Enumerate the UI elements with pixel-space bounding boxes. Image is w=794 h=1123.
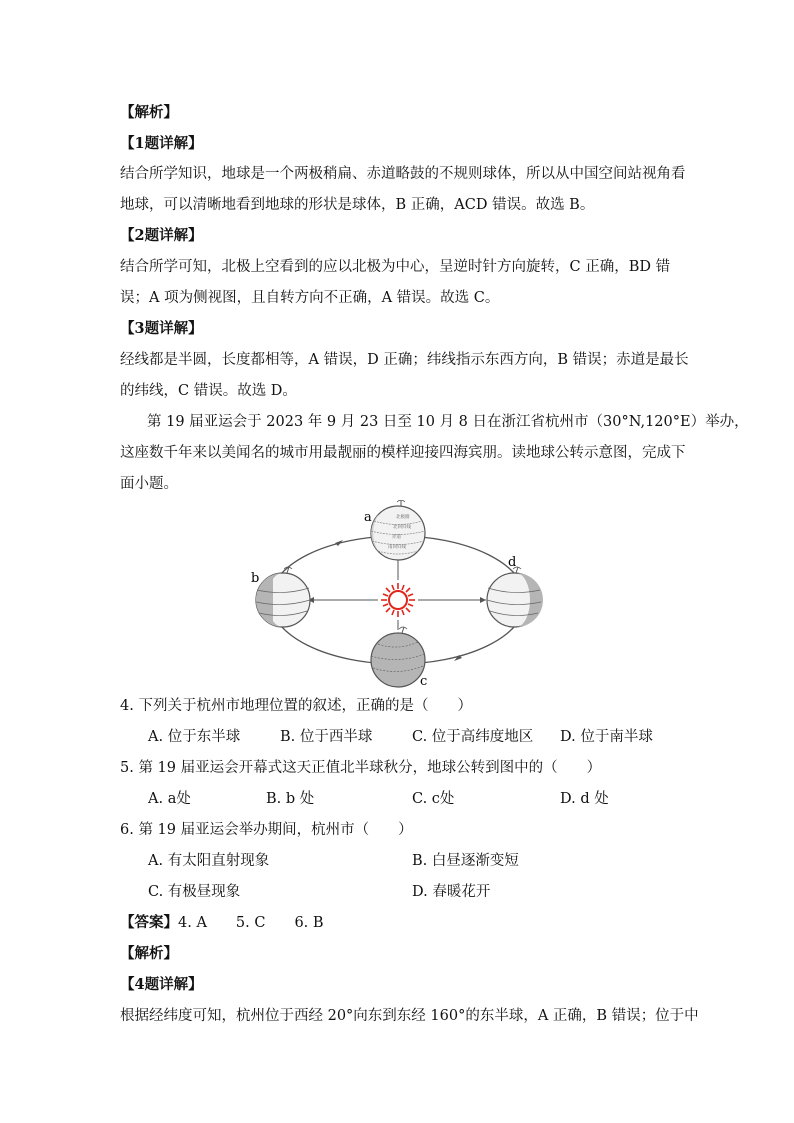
- q2-text-line2: 误；A 项为侧视图，且自转方向不正确，A 错误。故选 C。: [120, 290, 500, 306]
- label-d: d: [508, 555, 517, 570]
- earth-globe-b: [256, 567, 310, 627]
- q2-text-line1: 结合所学可知，北极上空看到的应以北极为中心，呈逆时针方向旋转，C 正确，BD 错: [120, 259, 671, 275]
- earth-globe-c: [371, 627, 428, 689]
- earth-globe-d: [487, 567, 543, 627]
- q5-option-a: A. a处: [148, 791, 191, 807]
- q4-option-a: A. 位于东半球: [148, 729, 241, 745]
- label-b: b: [251, 571, 260, 586]
- analysis-heading-2: 【解析】: [120, 945, 178, 962]
- q6-stem: 6. 第 19 届亚运会举办期间，杭州市（ ）: [120, 822, 413, 838]
- orbit-arrow: [335, 540, 343, 546]
- q4-option-d: D. 位于南半球: [560, 729, 653, 745]
- q5-option-d: D. d 处: [560, 791, 609, 807]
- analysis-heading: 【解析】: [120, 104, 178, 121]
- q4-text-line1: 根据经纬度可知，杭州位于西经 20°向东到东经 160°的东半球，A 正确，B 错误；位于中: [120, 1008, 699, 1024]
- arrow-head: [480, 597, 486, 603]
- q6-option-a: A. 有太阳直射现象: [148, 853, 270, 869]
- passage-line3: 面小题。: [120, 476, 178, 492]
- q5-option-c: C. c处: [412, 791, 455, 807]
- label-c: c: [420, 674, 428, 689]
- q4-stem: 4. 下列关于杭州市地理位置的叙述，正确的是（ ）: [120, 698, 472, 714]
- answer-values: 4. A 5. C 6. B: [178, 915, 324, 931]
- globe-a-label-2: 北回归线: [393, 525, 411, 530]
- answer-row: [120, 913, 324, 933]
- passage-line1: 第 19 届亚运会于 2023 年 9 月 23 日至 10 月 8 日在浙江省杭州市（30°N,120°E）举办，: [147, 414, 749, 430]
- q1-text-line2: 地球，可以清晰地看到地球的形状是球体，B 正确，ACD 错误。故选 B。: [120, 197, 595, 213]
- q3-text-line1: 经线都是半圆，长度都相等，A 错误，D 正确；纬线指示东西方向，B 错误；赤道是最长: [120, 352, 689, 368]
- earth-globe-a: [371, 500, 425, 560]
- globe-a-label-1: 北极圈: [396, 515, 410, 520]
- q2-heading: 【2题详解】: [120, 227, 203, 244]
- q6-option-c: C. 有极昼现象: [148, 884, 241, 900]
- answer-label: 【答案】: [120, 914, 178, 931]
- sun-icon: [381, 583, 415, 617]
- q3-text-line2: 的纬线，C 错误。故选 D。: [120, 383, 297, 399]
- q4-option-c: C. 位于高纬度地区: [412, 729, 534, 745]
- q4-heading: 【4题详解】: [120, 976, 203, 993]
- label-a: a: [364, 510, 372, 525]
- q1-text-line1: 结合所学知识，地球是一个两极稍扁、赤道略鼓的不规则球体，所以从中国空间站视角看: [120, 166, 686, 182]
- q3-heading: 【3题详解】: [120, 320, 203, 337]
- q5-option-b: B. b 处: [266, 791, 315, 807]
- globe-a-label-4: 南回归线: [388, 545, 406, 550]
- passage-line2: 这座数千年来以美闻名的城市用最靓丽的模样迎接四海宾朋。读地球公转示意图，完成下: [120, 445, 686, 461]
- q6-option-d: D. 春暖花开: [412, 884, 491, 900]
- globe-a-label-3: 赤道: [392, 535, 401, 540]
- q5-stem: 5. 第 19 届亚运会开幕式这天正值北半球秋分，地球公转到图中的（ ）: [120, 760, 602, 776]
- q6-option-b: B. 白昼逐渐变短: [412, 853, 519, 869]
- earth-revolution-diagram: [240, 500, 560, 690]
- q1-heading: 【1题详解】: [120, 135, 203, 152]
- q4-option-b: B. 位于西半球: [280, 729, 373, 745]
